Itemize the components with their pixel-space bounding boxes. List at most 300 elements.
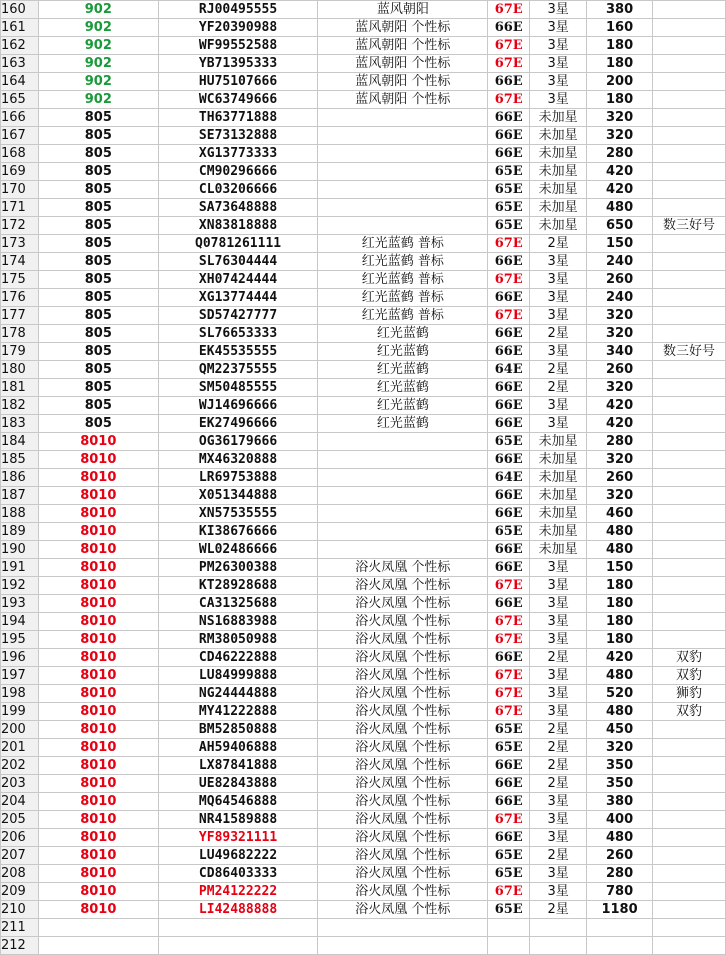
cell-stars[interactable]: 2星	[530, 757, 587, 775]
cell-style[interactable]: 蓝风朝阳	[318, 1, 488, 19]
cell-grade[interactable]: 66E	[488, 793, 530, 811]
cell-serial[interactable]: HU75107666	[158, 73, 318, 91]
cell-style[interactable]	[318, 109, 488, 127]
cell-code[interactable]: 8010	[38, 523, 158, 541]
cell-style[interactable]: 蓝风朝阳 个性标	[318, 91, 488, 109]
cell-code[interactable]: 8010	[38, 721, 158, 739]
row-header[interactable]: 164	[1, 73, 39, 91]
cell-price[interactable]: 280	[587, 433, 653, 451]
cell-note[interactable]: 狮豹	[653, 685, 726, 703]
cell-price[interactable]: 380	[587, 1, 653, 19]
cell-code[interactable]: 805	[38, 127, 158, 145]
cell-grade[interactable]: 65E	[488, 181, 530, 199]
cell-code[interactable]: 805	[38, 379, 158, 397]
cell-price[interactable]: 260	[587, 847, 653, 865]
cell-note[interactable]: 双豹	[653, 649, 726, 667]
cell-stars[interactable]	[530, 937, 587, 955]
cell-code[interactable]: 8010	[38, 703, 158, 721]
row-header[interactable]: 192	[1, 577, 39, 595]
cell-price[interactable]: 180	[587, 37, 653, 55]
cell-grade[interactable]: 66E	[488, 145, 530, 163]
cell-code[interactable]: 8010	[38, 631, 158, 649]
cell-note[interactable]	[653, 721, 726, 739]
cell-stars[interactable]: 3星	[530, 37, 587, 55]
cell-grade[interactable]: 65E	[488, 901, 530, 919]
cell-note[interactable]	[653, 523, 726, 541]
cell-price[interactable]: 650	[587, 217, 653, 235]
cell-grade[interactable]	[488, 937, 530, 955]
cell-style[interactable]: 蓝风朝阳 个性标	[318, 73, 488, 91]
cell-serial[interactable]: Q0781261111	[158, 235, 318, 253]
cell-note[interactable]	[653, 199, 726, 217]
row-header[interactable]: 160	[1, 1, 39, 19]
cell-stars[interactable]: 3星	[530, 271, 587, 289]
cell-grade[interactable]: 67E	[488, 631, 530, 649]
cell-stars[interactable]: 3星	[530, 19, 587, 37]
cell-stars[interactable]: 3星	[530, 613, 587, 631]
cell-stars[interactable]: 3星	[530, 793, 587, 811]
cell-serial[interactable]: YF89321111	[158, 829, 318, 847]
cell-grade[interactable]: 66E	[488, 487, 530, 505]
cell-serial[interactable]: CA31325688	[158, 595, 318, 613]
cell-price[interactable]	[587, 919, 653, 937]
cell-style[interactable]: 浴火凤凰 个性标	[318, 667, 488, 685]
cell-code[interactable]: 8010	[38, 793, 158, 811]
cell-serial[interactable]: CD46222888	[158, 649, 318, 667]
cell-price[interactable]: 180	[587, 91, 653, 109]
cell-price[interactable]: 480	[587, 541, 653, 559]
cell-grade[interactable]: 65E	[488, 433, 530, 451]
cell-grade[interactable]: 66E	[488, 505, 530, 523]
cell-serial[interactable]: OG36179666	[158, 433, 318, 451]
cell-note[interactable]	[653, 847, 726, 865]
cell-serial[interactable]: KT28928688	[158, 577, 318, 595]
cell-grade[interactable]: 66E	[488, 397, 530, 415]
row-header[interactable]: 193	[1, 595, 39, 613]
cell-stars[interactable]: 3星	[530, 811, 587, 829]
cell-code[interactable]: 805	[38, 253, 158, 271]
cell-price[interactable]: 260	[587, 361, 653, 379]
cell-grade[interactable]: 66E	[488, 109, 530, 127]
cell-stars[interactable]: 2星	[530, 649, 587, 667]
row-header[interactable]: 197	[1, 667, 39, 685]
cell-stars[interactable]: 2星	[530, 847, 587, 865]
cell-serial[interactable]: EK45535555	[158, 343, 318, 361]
cell-serial[interactable]: SL76653333	[158, 325, 318, 343]
cell-stars[interactable]: 3星	[530, 631, 587, 649]
row-header[interactable]: 163	[1, 55, 39, 73]
cell-style[interactable]: 浴火凤凰 个性标	[318, 721, 488, 739]
cell-note[interactable]	[653, 469, 726, 487]
cell-style[interactable]: 蓝风朝阳 个性标	[318, 37, 488, 55]
cell-style[interactable]: 红光蓝鹤	[318, 361, 488, 379]
cell-style[interactable]: 浴火凤凰 个性标	[318, 811, 488, 829]
cell-note[interactable]: 数三好号	[653, 343, 726, 361]
cell-code[interactable]: 8010	[38, 577, 158, 595]
cell-note[interactable]	[653, 865, 726, 883]
cell-serial[interactable]	[158, 919, 318, 937]
cell-price[interactable]: 480	[587, 703, 653, 721]
cell-serial[interactable]: PM26300388	[158, 559, 318, 577]
cell-stars[interactable]: 3星	[530, 307, 587, 325]
cell-grade[interactable]: 67E	[488, 1, 530, 19]
row-header[interactable]: 176	[1, 289, 39, 307]
cell-grade[interactable]: 67E	[488, 685, 530, 703]
cell-note[interactable]	[653, 559, 726, 577]
cell-stars[interactable]: 2星	[530, 901, 587, 919]
cell-code[interactable]: 8010	[38, 847, 158, 865]
row-header[interactable]: 168	[1, 145, 39, 163]
cell-price[interactable]: 320	[587, 739, 653, 757]
cell-note[interactable]	[653, 757, 726, 775]
cell-serial[interactable]: SA73648888	[158, 199, 318, 217]
cell-style[interactable]: 蓝风朝阳 个性标	[318, 55, 488, 73]
cell-style[interactable]: 红光蓝鹤	[318, 343, 488, 361]
cell-grade[interactable]: 66E	[488, 829, 530, 847]
cell-note[interactable]	[653, 55, 726, 73]
cell-grade[interactable]: 65E	[488, 163, 530, 181]
cell-style[interactable]: 浴火凤凰 个性标	[318, 829, 488, 847]
row-header[interactable]: 165	[1, 91, 39, 109]
row-header[interactable]: 161	[1, 19, 39, 37]
cell-grade[interactable]: 65E	[488, 199, 530, 217]
cell-note[interactable]	[653, 181, 726, 199]
cell-grade[interactable]: 67E	[488, 883, 530, 901]
cell-serial[interactable]: NG24444888	[158, 685, 318, 703]
cell-code[interactable]: 8010	[38, 667, 158, 685]
cell-note[interactable]	[653, 397, 726, 415]
cell-stars[interactable]: 3星	[530, 667, 587, 685]
cell-price[interactable]: 180	[587, 595, 653, 613]
cell-grade[interactable]: 66E	[488, 289, 530, 307]
row-header[interactable]: 186	[1, 469, 39, 487]
cell-note[interactable]	[653, 487, 726, 505]
row-header[interactable]: 178	[1, 325, 39, 343]
cell-code[interactable]: 902	[38, 1, 158, 19]
cell-code[interactable]: 805	[38, 397, 158, 415]
cell-stars[interactable]: 3星	[530, 595, 587, 613]
row-header[interactable]: 208	[1, 865, 39, 883]
cell-style[interactable]: 红光蓝鹤	[318, 415, 488, 433]
cell-code[interactable]: 805	[38, 217, 158, 235]
cell-note[interactable]	[653, 271, 726, 289]
cell-stars[interactable]: 3星	[530, 253, 587, 271]
cell-code[interactable]: 805	[38, 199, 158, 217]
cell-style[interactable]: 红光蓝鹤 普标	[318, 289, 488, 307]
cell-price[interactable]: 320	[587, 127, 653, 145]
row-header[interactable]: 212	[1, 937, 39, 955]
cell-style[interactable]: 浴火凤凰 个性标	[318, 775, 488, 793]
cell-note[interactable]	[653, 127, 726, 145]
cell-code[interactable]: 8010	[38, 433, 158, 451]
cell-style[interactable]	[318, 937, 488, 955]
cell-grade[interactable]: 67E	[488, 271, 530, 289]
cell-price[interactable]: 280	[587, 145, 653, 163]
cell-price[interactable]: 480	[587, 199, 653, 217]
row-header[interactable]: 170	[1, 181, 39, 199]
cell-price[interactable]: 320	[587, 451, 653, 469]
cell-price[interactable]: 1180	[587, 901, 653, 919]
cell-stars[interactable]: 3星	[530, 289, 587, 307]
cell-serial[interactable]: WJ14696666	[158, 397, 318, 415]
row-header[interactable]: 204	[1, 793, 39, 811]
row-header[interactable]: 169	[1, 163, 39, 181]
row-header[interactable]: 194	[1, 613, 39, 631]
row-header[interactable]: 210	[1, 901, 39, 919]
cell-stars[interactable]: 2星	[530, 721, 587, 739]
cell-note[interactable]	[653, 505, 726, 523]
cell-note[interactable]	[653, 451, 726, 469]
cell-code[interactable]: 8010	[38, 883, 158, 901]
cell-stars[interactable]: 3星	[530, 91, 587, 109]
row-header[interactable]: 203	[1, 775, 39, 793]
cell-serial[interactable]: LI42488888	[158, 901, 318, 919]
cell-price[interactable]: 420	[587, 181, 653, 199]
cell-note[interactable]	[653, 595, 726, 613]
row-header[interactable]: 183	[1, 415, 39, 433]
cell-price[interactable]: 180	[587, 577, 653, 595]
cell-code[interactable]: 805	[38, 343, 158, 361]
cell-code[interactable]: 8010	[38, 901, 158, 919]
row-header[interactable]: 199	[1, 703, 39, 721]
cell-style[interactable]	[318, 451, 488, 469]
cell-serial[interactable]: SL76304444	[158, 253, 318, 271]
cell-note[interactable]	[653, 577, 726, 595]
cell-code[interactable]: 805	[38, 235, 158, 253]
cell-code[interactable]: 8010	[38, 595, 158, 613]
cell-serial[interactable]	[158, 937, 318, 955]
cell-serial[interactable]: X051344888	[158, 487, 318, 505]
cell-style[interactable]: 浴火凤凰 个性标	[318, 559, 488, 577]
cell-style[interactable]: 浴火凤凰 个性标	[318, 595, 488, 613]
row-header[interactable]: 200	[1, 721, 39, 739]
cell-code[interactable]: 8010	[38, 487, 158, 505]
cell-grade[interactable]: 67E	[488, 703, 530, 721]
cell-price[interactable]: 340	[587, 343, 653, 361]
cell-price[interactable]: 420	[587, 163, 653, 181]
row-header[interactable]: 162	[1, 37, 39, 55]
cell-grade[interactable]: 66E	[488, 379, 530, 397]
cell-stars[interactable]: 3星	[530, 685, 587, 703]
cell-style[interactable]	[318, 523, 488, 541]
cell-grade[interactable]: 65E	[488, 721, 530, 739]
cell-stars[interactable]: 2星	[530, 379, 587, 397]
cell-grade[interactable]: 66E	[488, 19, 530, 37]
cell-price[interactable]: 320	[587, 307, 653, 325]
row-header[interactable]: 209	[1, 883, 39, 901]
cell-serial[interactable]: TH63771888	[158, 109, 318, 127]
cell-stars[interactable]: 2星	[530, 739, 587, 757]
cell-price[interactable]: 180	[587, 55, 653, 73]
cell-price[interactable]: 420	[587, 397, 653, 415]
cell-style[interactable]: 红光蓝鹤 普标	[318, 235, 488, 253]
row-header[interactable]: 188	[1, 505, 39, 523]
cell-serial[interactable]: XN83818888	[158, 217, 318, 235]
cell-style[interactable]: 红光蓝鹤	[318, 397, 488, 415]
cell-note[interactable]	[653, 73, 726, 91]
row-header[interactable]: 202	[1, 757, 39, 775]
cell-code[interactable]: 8010	[38, 541, 158, 559]
cell-serial[interactable]: XN57535555	[158, 505, 318, 523]
cell-grade[interactable]: 66E	[488, 595, 530, 613]
cell-style[interactable]	[318, 919, 488, 937]
cell-serial[interactable]: XG13774444	[158, 289, 318, 307]
row-header[interactable]: 195	[1, 631, 39, 649]
cell-stars[interactable]	[530, 919, 587, 937]
cell-price[interactable]: 240	[587, 289, 653, 307]
cell-note[interactable]	[653, 919, 726, 937]
cell-code[interactable]: 805	[38, 145, 158, 163]
cell-stars[interactable]: 未加星	[530, 181, 587, 199]
cell-style[interactable]	[318, 433, 488, 451]
cell-grade[interactable]: 66E	[488, 649, 530, 667]
cell-code[interactable]: 8010	[38, 505, 158, 523]
cell-stars[interactable]: 3星	[530, 55, 587, 73]
cell-style[interactable]	[318, 163, 488, 181]
row-header[interactable]: 179	[1, 343, 39, 361]
cell-grade[interactable]	[488, 919, 530, 937]
cell-note[interactable]: 双豹	[653, 667, 726, 685]
cell-note[interactable]	[653, 739, 726, 757]
cell-price[interactable]: 260	[587, 469, 653, 487]
cell-style[interactable]: 红光蓝鹤	[318, 325, 488, 343]
cell-grade[interactable]: 64E	[488, 469, 530, 487]
row-header[interactable]: 201	[1, 739, 39, 757]
cell-style[interactable]: 红光蓝鹤 普标	[318, 307, 488, 325]
row-header[interactable]: 207	[1, 847, 39, 865]
cell-code[interactable]: 902	[38, 91, 158, 109]
cell-stars[interactable]: 2星	[530, 325, 587, 343]
cell-stars[interactable]: 未加星	[530, 505, 587, 523]
cell-grade[interactable]: 65E	[488, 847, 530, 865]
cell-stars[interactable]: 未加星	[530, 127, 587, 145]
cell-grade[interactable]: 66E	[488, 415, 530, 433]
cell-serial[interactable]: MQ64546888	[158, 793, 318, 811]
cell-grade[interactable]: 65E	[488, 523, 530, 541]
cell-note[interactable]	[653, 883, 726, 901]
cell-code[interactable]: 8010	[38, 469, 158, 487]
cell-price[interactable]: 320	[587, 379, 653, 397]
cell-code[interactable]: 805	[38, 361, 158, 379]
cell-style[interactable]	[318, 487, 488, 505]
row-header[interactable]: 206	[1, 829, 39, 847]
cell-grade[interactable]: 67E	[488, 667, 530, 685]
cell-serial[interactable]: PM24122222	[158, 883, 318, 901]
cell-stars[interactable]: 未加星	[530, 163, 587, 181]
cell-grade[interactable]: 67E	[488, 811, 530, 829]
cell-code[interactable]: 8010	[38, 451, 158, 469]
cell-style[interactable]: 红光蓝鹤 普标	[318, 271, 488, 289]
cell-style[interactable]	[318, 469, 488, 487]
cell-price[interactable]: 420	[587, 415, 653, 433]
cell-grade[interactable]: 64E	[488, 361, 530, 379]
cell-note[interactable]	[653, 379, 726, 397]
row-header[interactable]: 189	[1, 523, 39, 541]
row-header[interactable]: 180	[1, 361, 39, 379]
cell-code[interactable]: 8010	[38, 757, 158, 775]
cell-price[interactable]: 180	[587, 631, 653, 649]
cell-serial[interactable]: LR69753888	[158, 469, 318, 487]
cell-grade[interactable]: 67E	[488, 91, 530, 109]
cell-grade[interactable]: 66E	[488, 541, 530, 559]
cell-serial[interactable]: MX46320888	[158, 451, 318, 469]
cell-price[interactable]: 380	[587, 793, 653, 811]
cell-price[interactable]: 480	[587, 829, 653, 847]
row-header[interactable]: 167	[1, 127, 39, 145]
cell-code[interactable]: 805	[38, 163, 158, 181]
cell-code[interactable]: 8010	[38, 775, 158, 793]
cell-style[interactable]: 浴火凤凰 个性标	[318, 865, 488, 883]
cell-grade[interactable]: 66E	[488, 127, 530, 145]
cell-serial[interactable]: YF20390988	[158, 19, 318, 37]
cell-price[interactable]: 480	[587, 667, 653, 685]
cell-note[interactable]	[653, 145, 726, 163]
cell-grade[interactable]: 67E	[488, 613, 530, 631]
cell-style[interactable]: 浴火凤凰 个性标	[318, 631, 488, 649]
cell-code[interactable]: 805	[38, 181, 158, 199]
cell-style[interactable]	[318, 541, 488, 559]
cell-style[interactable]: 浴火凤凰 个性标	[318, 739, 488, 757]
cell-stars[interactable]: 2星	[530, 235, 587, 253]
cell-stars[interactable]: 3星	[530, 577, 587, 595]
cell-stars[interactable]: 3星	[530, 415, 587, 433]
cell-price[interactable]: 450	[587, 721, 653, 739]
cell-price[interactable]: 420	[587, 649, 653, 667]
cell-code[interactable]: 805	[38, 271, 158, 289]
row-header[interactable]: 184	[1, 433, 39, 451]
cell-stars[interactable]: 未加星	[530, 541, 587, 559]
cell-serial[interactable]: CM90296666	[158, 163, 318, 181]
cell-stars[interactable]: 3星	[530, 397, 587, 415]
cell-serial[interactable]: NR41589888	[158, 811, 318, 829]
cell-note[interactable]: 双豹	[653, 703, 726, 721]
cell-code[interactable]: 8010	[38, 649, 158, 667]
cell-stars[interactable]: 未加星	[530, 217, 587, 235]
cell-serial[interactable]: XH07424444	[158, 271, 318, 289]
cell-note[interactable]	[653, 937, 726, 955]
cell-grade[interactable]: 67E	[488, 55, 530, 73]
cell-note[interactable]	[653, 289, 726, 307]
cell-style[interactable]: 浴火凤凰 个性标	[318, 847, 488, 865]
cell-price[interactable]: 780	[587, 883, 653, 901]
cell-stars[interactable]: 3星	[530, 883, 587, 901]
cell-price[interactable]: 150	[587, 559, 653, 577]
cell-stars[interactable]: 3星	[530, 73, 587, 91]
cell-grade[interactable]: 66E	[488, 559, 530, 577]
cell-grade[interactable]: 66E	[488, 757, 530, 775]
cell-price[interactable]: 280	[587, 865, 653, 883]
cell-grade[interactable]: 66E	[488, 325, 530, 343]
cell-style[interactable]: 浴火凤凰 个性标	[318, 577, 488, 595]
cell-note[interactable]	[653, 109, 726, 127]
cell-grade[interactable]: 65E	[488, 217, 530, 235]
cell-note[interactable]	[653, 361, 726, 379]
cell-code[interactable]: 805	[38, 415, 158, 433]
cell-stars[interactable]: 3星	[530, 829, 587, 847]
cell-note[interactable]	[653, 433, 726, 451]
row-header[interactable]: 191	[1, 559, 39, 577]
cell-style[interactable]: 红光蓝鹤 普标	[318, 253, 488, 271]
cell-note[interactable]: 数三好号	[653, 217, 726, 235]
cell-style[interactable]	[318, 127, 488, 145]
cell-price[interactable]: 400	[587, 811, 653, 829]
cell-code[interactable]: 902	[38, 19, 158, 37]
cell-stars[interactable]: 2星	[530, 361, 587, 379]
row-header[interactable]: 182	[1, 397, 39, 415]
cell-note[interactable]	[653, 631, 726, 649]
cell-serial[interactable]: CL03206666	[158, 181, 318, 199]
cell-code[interactable]: 8010	[38, 685, 158, 703]
